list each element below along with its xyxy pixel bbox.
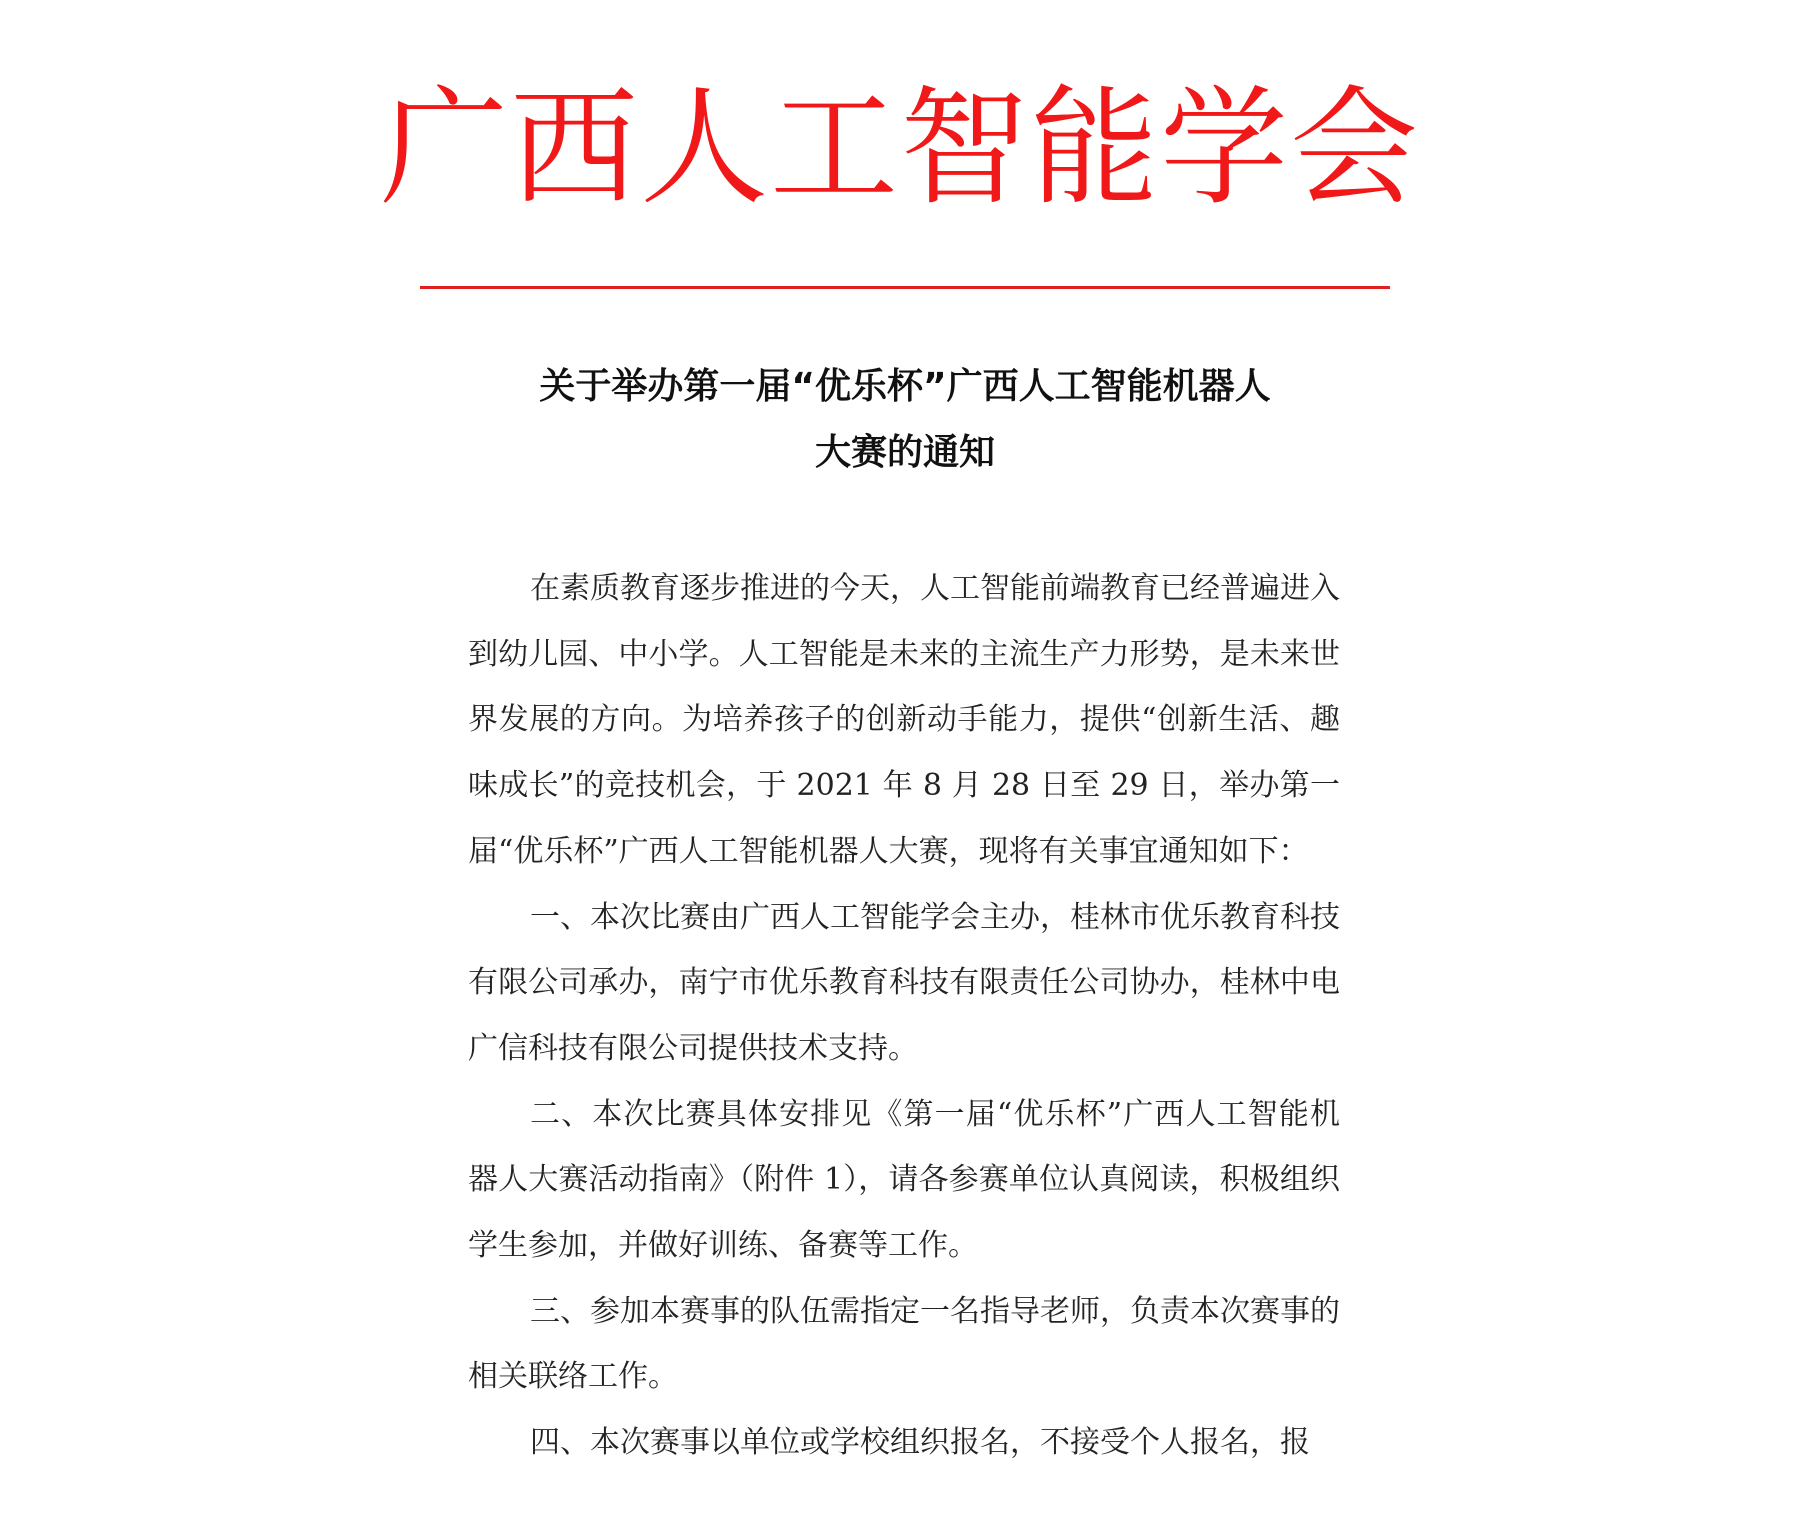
notice-title-line-1: 关于举办第一届“优乐杯”广西人工智能机器人 bbox=[539, 366, 1271, 407]
notice-body bbox=[468, 556, 1340, 1476]
body-paragraph-3: 三、参加本赛事的队伍需指定一名指导老师，负责本次赛事的相关联络工作。 bbox=[468, 1293, 1340, 1395]
organization-header: 广西人工智能学会 bbox=[379, 74, 1420, 223]
body-paragraph-1: 一、本次比赛由广西人工智能学会主办，桂林市优乐教育科技有限公司承办，南宁市优乐教育科技有限责任公司协办，桂林中电广信科技有限公司提供技术支持。 bbox=[468, 899, 1340, 1066]
notice-title-line-2: 大赛的通知 bbox=[814, 432, 995, 473]
red-divider-line bbox=[420, 286, 1390, 289]
body-paragraph-intro: 在素质教育逐步推进的今天，人工智能前端教育已经普遍进入到幼儿园、中小学。人工智能是未来的主流生产力形势，是未来世界发展的方向。为培养孩子的创新动手能力，提供“创新生活、趣味成长”的竞技机会，于 2021 年 8 月 28 日至 29 日，举办第一届“优乐杯”广西人工智能机器人大赛，现将有关事宜通知如下： bbox=[468, 571, 1340, 869]
notice-title bbox=[420, 354, 1390, 486]
body-paragraph-2: 二、本次比赛具体安排见《第一届“优乐杯”广西人工智能机器人大赛活动指南》（附件 1），请各参赛单位认真阅读，积极组织学生参加，并做好训练、备赛等工作。 bbox=[468, 1096, 1340, 1264]
body-paragraph-4: 四、本次赛事以单位或学校组织报名，不接受个人报名，报 bbox=[530, 1425, 1310, 1461]
